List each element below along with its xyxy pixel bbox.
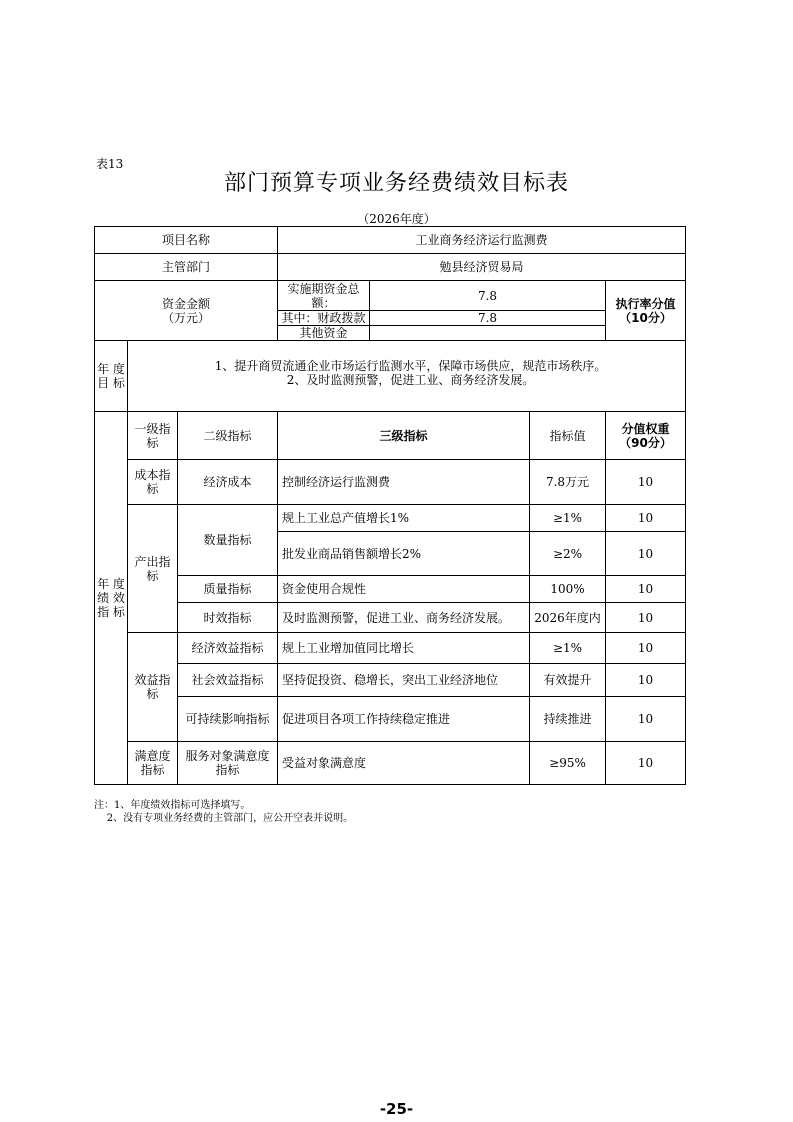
table-row xyxy=(95,633,686,664)
level2-cell: 社会效益指标 xyxy=(178,664,278,697)
annual-goal-text: 1、提升商贸流通企业市场运行监测水平，保障市场供应，规范市场秩序。 2、及时监测预警，促进工业、商务经济发展。 xyxy=(128,341,686,412)
level2-cell: 时效指标 xyxy=(178,603,278,633)
table-row xyxy=(95,603,686,633)
table-row xyxy=(95,664,686,697)
page-number: -25- xyxy=(379,1100,414,1118)
table-row xyxy=(95,460,686,505)
level3-cell: 坚持促投资、稳增长，突出工业经济地位 xyxy=(278,664,530,697)
project-name-value: 工业商务经济运行监测费 xyxy=(278,227,686,254)
table-row xyxy=(95,742,686,785)
department-value: 勉县经济贸易局 xyxy=(278,254,686,281)
level3-cell: 批发业商品销售额增长2% xyxy=(278,532,530,576)
fiscal-allocation-value: 7.8 xyxy=(370,311,606,326)
level3-cell: 规上工业总产值增长1% xyxy=(278,505,530,532)
department-label: 主管部门 xyxy=(95,254,278,281)
value-cell: 持续推进 xyxy=(530,697,606,742)
level3-cell: 促进项目各项工作持续稳定推进 xyxy=(278,697,530,742)
weight-cell: 10 xyxy=(606,576,686,603)
value-cell: 2026年度内 xyxy=(530,603,606,633)
value-cell: 有效提升 xyxy=(530,664,606,697)
performance-table xyxy=(94,226,686,785)
value-cell: ≥1% xyxy=(530,505,606,532)
other-funds-value xyxy=(370,326,606,341)
header-value: 指标值 xyxy=(530,412,606,460)
level2-cell: 可持续影响指标 xyxy=(178,697,278,742)
header-level2: 二级指标 xyxy=(178,412,278,460)
year-label: （2026年度） xyxy=(357,212,436,226)
weight-cell: 10 xyxy=(606,633,686,664)
weight-cell: 10 xyxy=(606,532,686,576)
level3-cell: 及时监测预警，促进工业、商务经济发展。 xyxy=(278,603,530,633)
value-cell: ≥2% xyxy=(530,532,606,576)
weight-cell: 10 xyxy=(606,664,686,697)
level3-cell: 受益对象满意度 xyxy=(278,742,530,785)
header-weight: 分值权重 （90分） xyxy=(606,412,686,460)
level2-cell: 服务对象满意度指标 xyxy=(178,742,278,785)
group-satisfaction: 满意度指标 xyxy=(128,742,178,785)
level2-cell: 经济成本 xyxy=(178,460,278,505)
annual-goal-label: 年 度 目 标 xyxy=(95,341,128,412)
value-cell: ≥95% xyxy=(530,742,606,785)
group-cost: 成本指标 xyxy=(128,460,178,505)
group-benefit: 效益指标 xyxy=(128,633,178,742)
weight-cell: 10 xyxy=(606,505,686,532)
indicator-header-row xyxy=(95,412,686,460)
other-funds-label: 其他资金 xyxy=(278,326,370,341)
weight-cell: 10 xyxy=(606,603,686,633)
level2-cell: 数量指标 xyxy=(178,505,278,576)
level3-cell: 控制经济运行监测费 xyxy=(278,460,530,505)
header-level3: 三级指标 xyxy=(278,412,530,460)
fiscal-allocation-label: 其中：财政拨款 xyxy=(278,311,370,326)
level2-cell: 经济效益指标 xyxy=(178,633,278,664)
project-name-label: 项目名称 xyxy=(95,227,278,254)
execution-rate-score: 执行率分值 （10分） xyxy=(606,281,686,341)
project-name-row xyxy=(95,227,686,254)
value-cell: 7.8万元 xyxy=(530,460,606,505)
page-title: 部门预算专项业务经费绩效目标表 xyxy=(223,171,569,196)
table-label: 表13 xyxy=(96,157,124,171)
department-row xyxy=(95,254,686,281)
footnotes: 注：1、年度绩效指标可选择填写。 2、没有专项业务经费的主管部门，应公开空表并说明。 xyxy=(94,800,354,824)
funding-label: 资金金额 （万元） xyxy=(95,281,278,341)
weight-cell: 10 xyxy=(606,697,686,742)
table-row xyxy=(95,576,686,603)
value-cell: 100% xyxy=(530,576,606,603)
annual-goal-row xyxy=(95,341,686,412)
group-output: 产出指标 xyxy=(128,505,178,633)
table-row xyxy=(95,505,686,532)
funding-total-row xyxy=(95,281,686,311)
value-cell: ≥1% xyxy=(530,633,606,664)
table-row xyxy=(95,697,686,742)
indicator-side-label: 年 度 绩 效 指 标 xyxy=(95,412,128,785)
level3-cell: 资金使用合规性 xyxy=(278,576,530,603)
funding-total-label: 实施期资金总额： xyxy=(278,281,370,311)
header-level1: 一级指标 xyxy=(128,412,178,460)
level2-cell: 质量指标 xyxy=(178,576,278,603)
weight-cell: 10 xyxy=(606,460,686,505)
level3-cell: 规上工业增加值同比增长 xyxy=(278,633,530,664)
weight-cell: 10 xyxy=(606,742,686,785)
funding-total-value: 7.8 xyxy=(370,281,606,311)
